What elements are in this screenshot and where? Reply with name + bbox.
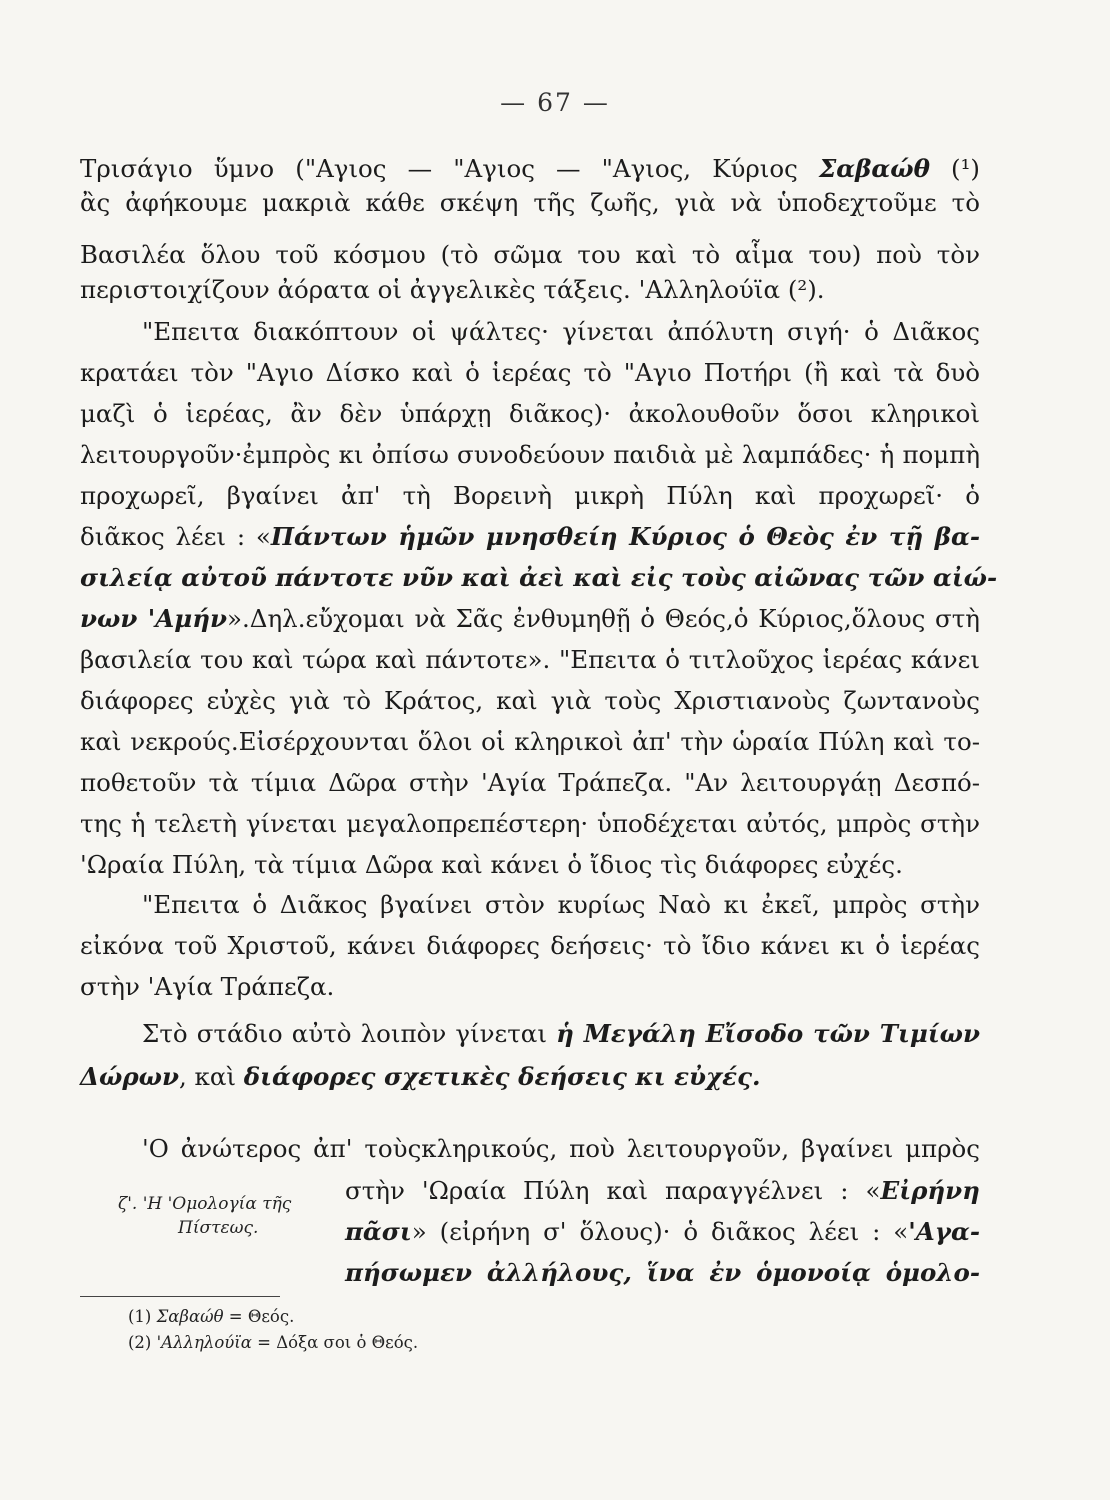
- text-line: εἰκόνα τοῦ Χριστοῦ, κάνει διάφορες δεήσεις· τὸ ἴδιο κάνει κι ὁ ἱερέας: [80, 931, 980, 960]
- text-line: μαζὶ ὁ ἱερέας, ἂν δὲν ὑπάρχῃ διᾶκος)· ἀκολουθοῦν ὅσοι κληρικοὶ: [80, 399, 980, 428]
- text-line: σιλείᾳ αὐτοῦ πάντοτε νῦν καὶ ἀεὶ καὶ εἰς τοὺς αἰῶνας τῶν αἰώ-: [80, 563, 998, 592]
- text-line: Δώρων, καὶ διάφορες σχετικὲς δεήσεις κι εὐχές.: [80, 1062, 761, 1091]
- text-line: "Επειτα διακόπτουν οἱ ψάλτες· γίνεται ἀπόλυτη σιγή· ὁ Διᾶκος: [142, 317, 980, 346]
- text-line: προχωρεῖ, βγαίνει ἀπ' τὴ Βορεινὴ μικρὴ Πύλη καὶ προχωρεῖ· ὁ: [80, 481, 980, 510]
- text-line: κρατάει τὸν "Αγιο Δίσκο καὶ ὁ ἱερέας τὸ "Αγιο Ποτήρι (ἢ καὶ τὰ δυὸ: [80, 358, 980, 387]
- text-line: 'Ο ἀνώτερος ἀπ' τοὺςκληρικούς, ποὺ λειτουργοῦν, βγαίνει μπρὸς: [142, 1134, 980, 1163]
- page-number: — 67 —: [500, 88, 610, 117]
- text-line: καὶ νεκρούς.Εἰσέρχουνται ὅλοι οἱ κληρικοὶ ἀπ' τὴν ὡραία Πύλη καὶ το-: [80, 727, 980, 756]
- footnote: (2) 'Αλληλούϊα = Δόξα σοι ὁ Θεός.: [128, 1333, 419, 1352]
- text-line: ποθετοῦν τὰ τίμια Δῶρα στὴν 'Αγία Τράπεζα. "Αν λειτουργάῃ Δεσπό-: [80, 768, 980, 797]
- text-line: Τρισάγιο ὕμνο ("Αγιος — "Αγιος — "Αγιος, Κύριος Σαβαώθ (¹): [80, 154, 980, 183]
- text-line: ἂς ἀφήκουμε μακριὰ κάθε σκέψη τῆς ζωῆς, γιὰ νὰ ὑποδεχτοῦμε τὸ: [80, 188, 980, 217]
- footnote: (1) Σαβαώθ = Θεός.: [128, 1307, 295, 1326]
- text-line: λειτουργοῦν·ἐμπρὸς κι ὀπίσω συνοδεύουν παιδιὰ μὲ λαμπάδες· ἡ πομπὴ: [80, 440, 980, 469]
- text-line: διάφορες εὐχὲς γιὰ τὸ Κράτος, καὶ γιὰ τοὺς Χριστιανοὺς ζωντανοὺς: [80, 686, 980, 715]
- text-line: "Επειτα ὁ Διᾶκος βγαίνει στὸν κυρίως Ναὸ κι ἐκεῖ, μπρὸς στὴν: [142, 890, 980, 919]
- text-line: βασιλεία του καὶ τώρα καὶ πάντοτε». "Επειτα ὁ τιτλοῦχος ἱερέας κάνει: [80, 645, 980, 674]
- text-line: 'Ωραία Πύλη, τὰ τίμια Δῶρα καὶ κάνει ὁ ἴδιος τὶς διάφορες εὐχές.: [80, 850, 903, 879]
- text-line: πᾶσι» (εἰρήνη σ' ὅλους)· ὁ διᾶκος λέει : «'Αγα-: [345, 1217, 980, 1246]
- text-line: της ἡ τελετὴ γίνεται μεγαλοπρεπέστερη· ὑποδέχεται αὐτός, μπρὸς στὴν: [80, 809, 980, 838]
- text-line: στὴν 'Αγία Τράπεζα.: [80, 972, 335, 1001]
- text-line: νων 'Αμήν».Δηλ.εὔχομαι νὰ Σᾶς ἐνθυμηθῇ ὁ Θεός,ὁ Κύριος,ὅλους στὴ: [80, 604, 980, 633]
- text-line: πήσωμεν ἀλλήλους, ἵνα ἐν ὁμονοίᾳ ὁμολο-: [345, 1258, 980, 1287]
- text-line: Στὸ στάδιο αὐτὸ λοιπὸν γίνεται ἡ Μεγάλη Εἴσοδο τῶν Τιμίων: [142, 1019, 980, 1048]
- text-line: Βασιλέα ὅλου τοῦ κόσμου (τὸ σῶμα του καὶ τὸ αἷμα του) ποὺ τὸν: [80, 240, 980, 269]
- text-line: περιστοιχίζουν ἀόρατα οἱ ἀγγελικὲς τάξεις. 'Αλληλούϊα (²).: [80, 275, 825, 304]
- footnote-divider: [80, 1296, 280, 1297]
- text-line: διᾶκος λέει : «Πάντων ἡμῶν μνησθείη Κύριος ὁ Θεὸς ἐν τῇ βα-: [80, 522, 980, 551]
- margin-note: ζ'. 'Η 'Ομολογία τῆς Πίστεως.: [118, 1194, 292, 1238]
- text-line: στὴν 'Ωραία Πύλη καὶ παραγγέλνει : «Εἰρήνη: [345, 1176, 980, 1205]
